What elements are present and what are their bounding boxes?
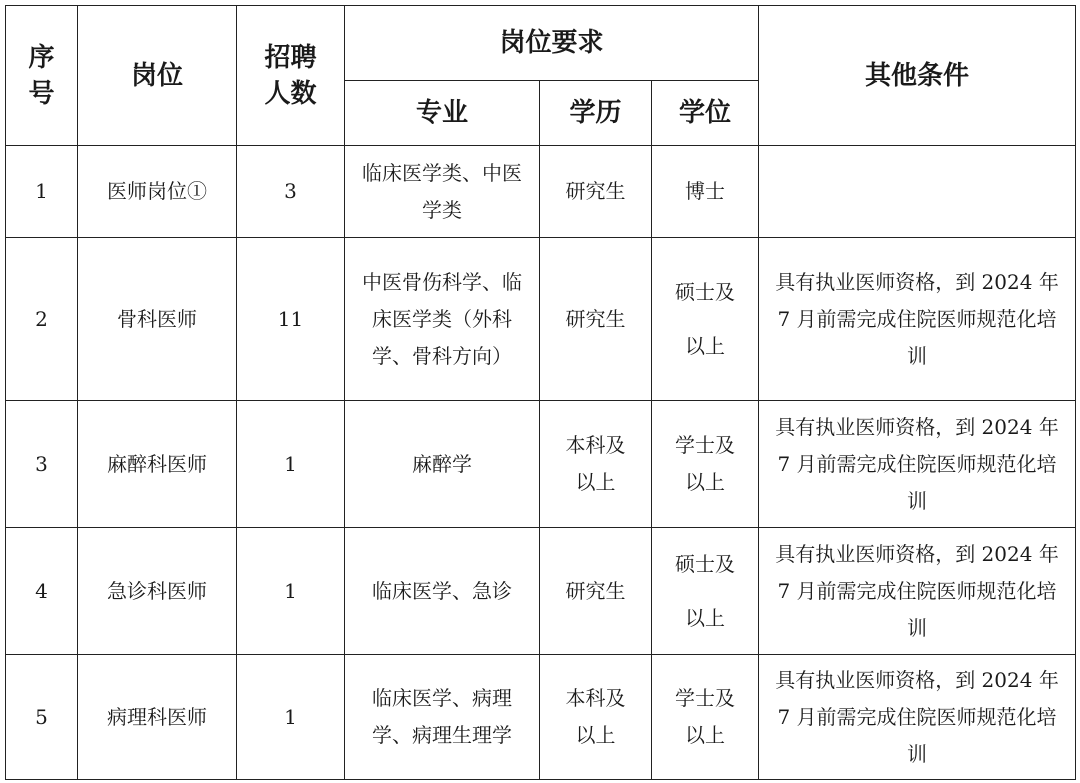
header-index: 序号	[6, 6, 78, 146]
row-major: 中医骨伤科学、临床医学类（外科学、骨科方向）	[345, 238, 540, 401]
row-major: 临床医学类、中医学类	[345, 146, 540, 238]
row-major: 临床医学、病理学、病理生理学	[345, 655, 540, 780]
table-row	[6, 401, 1076, 528]
header-degree: 学位	[652, 81, 759, 146]
row-education: 研究生	[540, 238, 652, 401]
row-count: 1	[237, 528, 345, 655]
row-degree: 硕士及以上	[652, 528, 759, 655]
row-count: 1	[237, 401, 345, 528]
row-degree: 博士	[652, 146, 759, 238]
row-other: 具有执业医师资格，到 2024 年 7 月前需完成住院医师规范化培训	[759, 655, 1076, 780]
row-major: 麻醉学	[345, 401, 540, 528]
table-row	[6, 238, 1076, 401]
header-row-top	[6, 6, 1076, 81]
header-requirements: 岗位要求	[345, 6, 759, 81]
row-education: 研究生	[540, 528, 652, 655]
row-position: 医师岗位①	[78, 146, 237, 238]
row-other	[759, 146, 1076, 238]
row-position: 麻醉科医师	[78, 401, 237, 528]
row-other: 具有执业医师资格，到 2024 年 7 月前需完成住院医师规范化培训	[759, 401, 1076, 528]
row-index: 1	[6, 146, 78, 238]
row-other: 具有执业医师资格，到 2024 年 7 月前需完成住院医师规范化培训	[759, 528, 1076, 655]
row-count: 1	[237, 655, 345, 780]
row-index: 5	[6, 655, 78, 780]
table-row	[6, 146, 1076, 238]
row-position: 病理科医师	[78, 655, 237, 780]
header-major: 专业	[345, 81, 540, 146]
row-index: 2	[6, 238, 78, 401]
row-count: 3	[237, 146, 345, 238]
header-position: 岗位	[78, 6, 237, 146]
row-education: 本科及以上	[540, 655, 652, 780]
row-degree: 硕士及以上	[652, 238, 759, 401]
header-education: 学历	[540, 81, 652, 146]
row-education: 本科及以上	[540, 401, 652, 528]
header-other: 其他条件	[759, 6, 1076, 146]
row-other: 具有执业医师资格，到 2024 年 7 月前需完成住院医师规范化培训	[759, 238, 1076, 401]
row-index: 4	[6, 528, 78, 655]
recruitment-table	[5, 5, 1076, 780]
row-position: 急诊科医师	[78, 528, 237, 655]
table-row	[6, 655, 1076, 780]
row-index: 3	[6, 401, 78, 528]
table-row	[6, 528, 1076, 655]
row-count: 11	[237, 238, 345, 401]
row-education: 研究生	[540, 146, 652, 238]
row-degree: 学士及以上	[652, 655, 759, 780]
row-position: 骨科医师	[78, 238, 237, 401]
row-major: 临床医学、急诊	[345, 528, 540, 655]
header-count: 招聘人数	[237, 6, 345, 146]
row-degree: 学士及以上	[652, 401, 759, 528]
